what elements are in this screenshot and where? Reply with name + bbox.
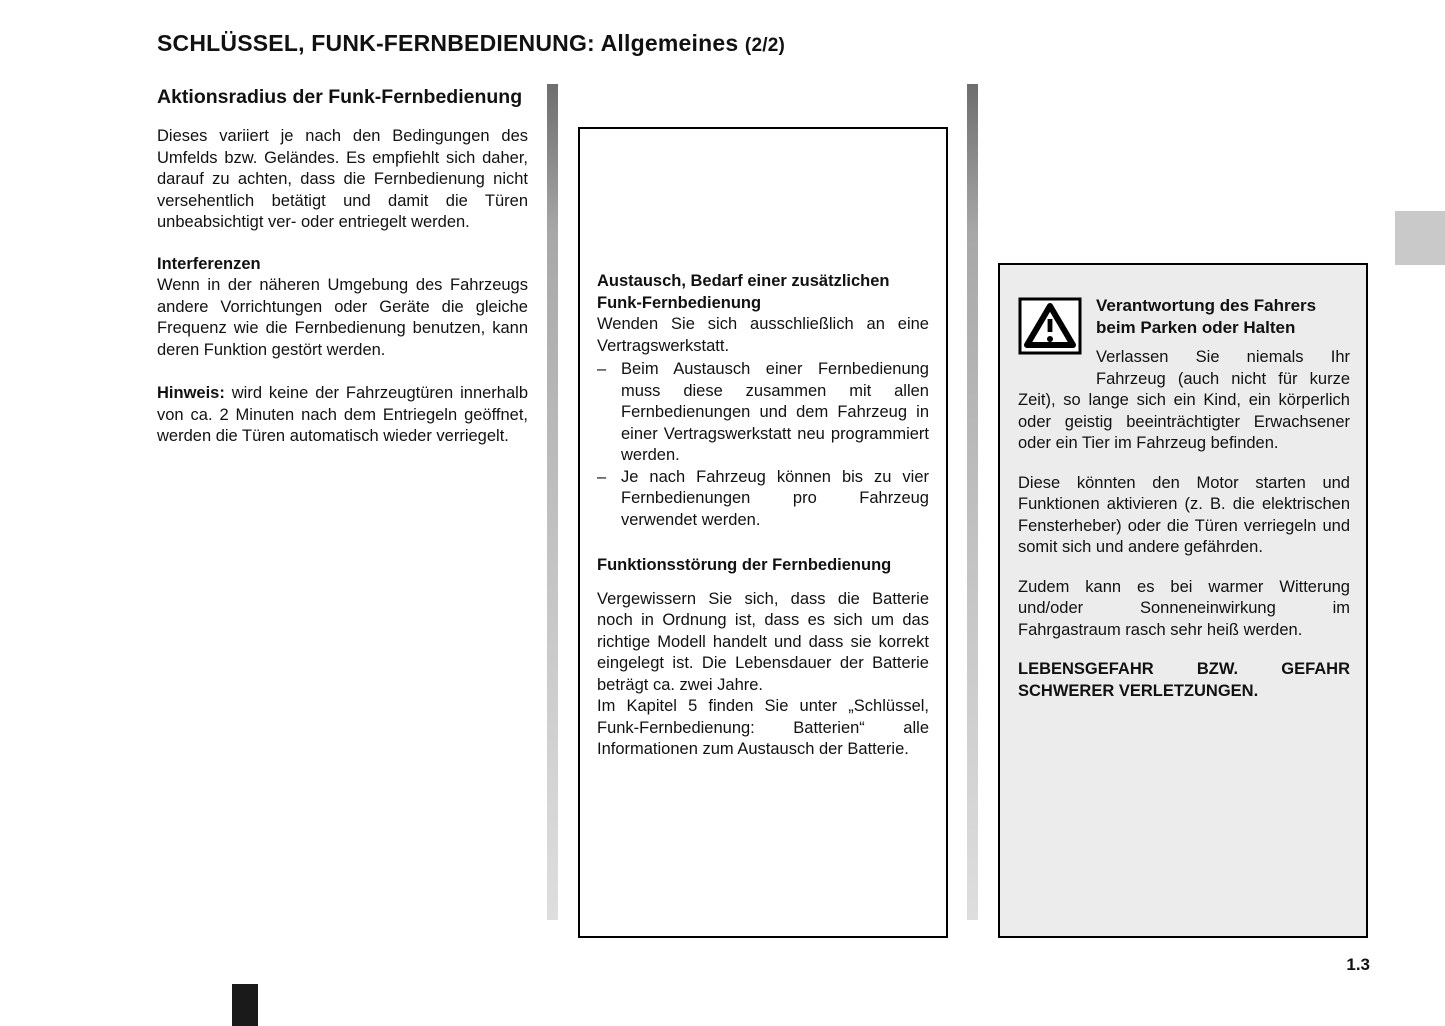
page-title-suffix: (2/2) [744,35,785,56]
subheading-interferenzen: Interferenzen [157,254,261,273]
page-title-main: SCHLÜSSEL, FUNK-FERNBEDIENUNG: Allgemeines [157,30,745,56]
paragraph-kapitel5: Im Kapitel 5 finden Sie unter „Schlüssel, Funk-Fernbedienung: Batterien“ alle Informationen zum Austausch der Batterie. [597,697,929,758]
warning-paragraph-1: Verlassen Sie niemals Ihr Fahrzeug (auch nicht für kurze Zeit), so lange sich ein Kind, ein körperlich oder geistig beeinträchtigter Erwachsener oder ein Tier im Fahrzeug befinden. [1018,348,1350,452]
chapter-tab-marker [232,984,258,1026]
bullet-dash: – [597,467,607,486]
paragraph-hinweis [157,383,528,448]
page-title [157,30,1257,57]
heading-funktionsstoerung: Funktionsstörung der Fernbedienung [597,556,892,574]
warning-triangle-icon [1018,297,1082,355]
heading-austausch: Austausch, Bedarf einer zusätzlichen Funk-Fernbedienung [597,272,890,312]
warning-danger-text: LEBENSGEFAHR BZW. GEFAHR SCHWERER VERLETZUNGEN. [1018,660,1350,700]
paragraph-aktionsradius: Dieses variiert je nach den Bedingungen des Umfelds bzw. Geländes. Es empfiehlt sich daher, darauf zu achten, dass die Fernbedienung nicht versehentlich betätigt und damit die Türen unbeabsichtigt ver- oder entriegelt werden. [157,127,528,231]
hinweis-text: wird keine der Fahrzeugtüren innerhalb von ca. 2 Minuten nach dem Entriegeln geöffnet, werden die Türen automatisch wieder verriegelt. [157,384,528,445]
list-item [597,359,929,467]
page-number: 1.3 [1346,955,1370,974]
column-divider-right [967,84,978,920]
bullet-dash: – [597,360,607,378]
bullet-text: Beim Austausch einer Fernbedienung muss diese zusammen mit allen Fernbedienungen und dem Fahrzeug in einer Vertragswerkstatt neu programmiert werden. [621,360,929,464]
warning-paragraph-3: Zudem kann es bei warmer Witterung und/oder Sonneneinwirkung im Fahrgastraum rasch sehr heiß werden. [1018,577,1350,639]
warning-box [998,263,1368,938]
bullet-text: Je nach Fahrzeug können bis zu vier Fernbedienungen pro Fahrzeug verwendet werden. [621,467,929,529]
middle-info-box [578,127,948,938]
hinweis-label: Hinweis: [157,384,225,402]
spacer [597,577,929,589]
paragraph-batterie: Vergewissern Sie sich, dass die Batterie noch in Ordnung ist, dass es sich um das richtige Modell handelt und dass sie korrekt eingelegt ist. Die Lebensdauer der Batterie beträgt ca. zwei Jahre. [597,589,929,694]
warning-heading: Verantwortung des Fahrers beim Parken oder Halten [1096,296,1317,337]
chapter-edge-tab [1395,211,1445,265]
paragraph-austausch-intro: Wenden Sie sich ausschließlich an eine Vertragswerkstatt. [597,315,929,355]
column-divider-left [547,84,558,920]
spacer [597,531,929,555]
left-column [157,84,528,468]
warning-paragraph-2: Diese könnten den Motor starten und Funktionen aktivieren (z. B. die elektrischen Fensterheber) oder die Türen verriegeln und somit sich und andere gefährden. [1018,473,1350,556]
section-heading-aktionsradius: Aktionsradius der Funk-Fernbedienung [157,86,523,108]
paragraph-interferenzen: Wenn in der näheren Umgebung des Fahrzeugs andere Vorrichtungen oder Geräte die gleiche Frequenz wie die Fernbedienung benutzen, kann deren Funktion gestört werden. [157,276,528,359]
list-item [597,467,929,532]
